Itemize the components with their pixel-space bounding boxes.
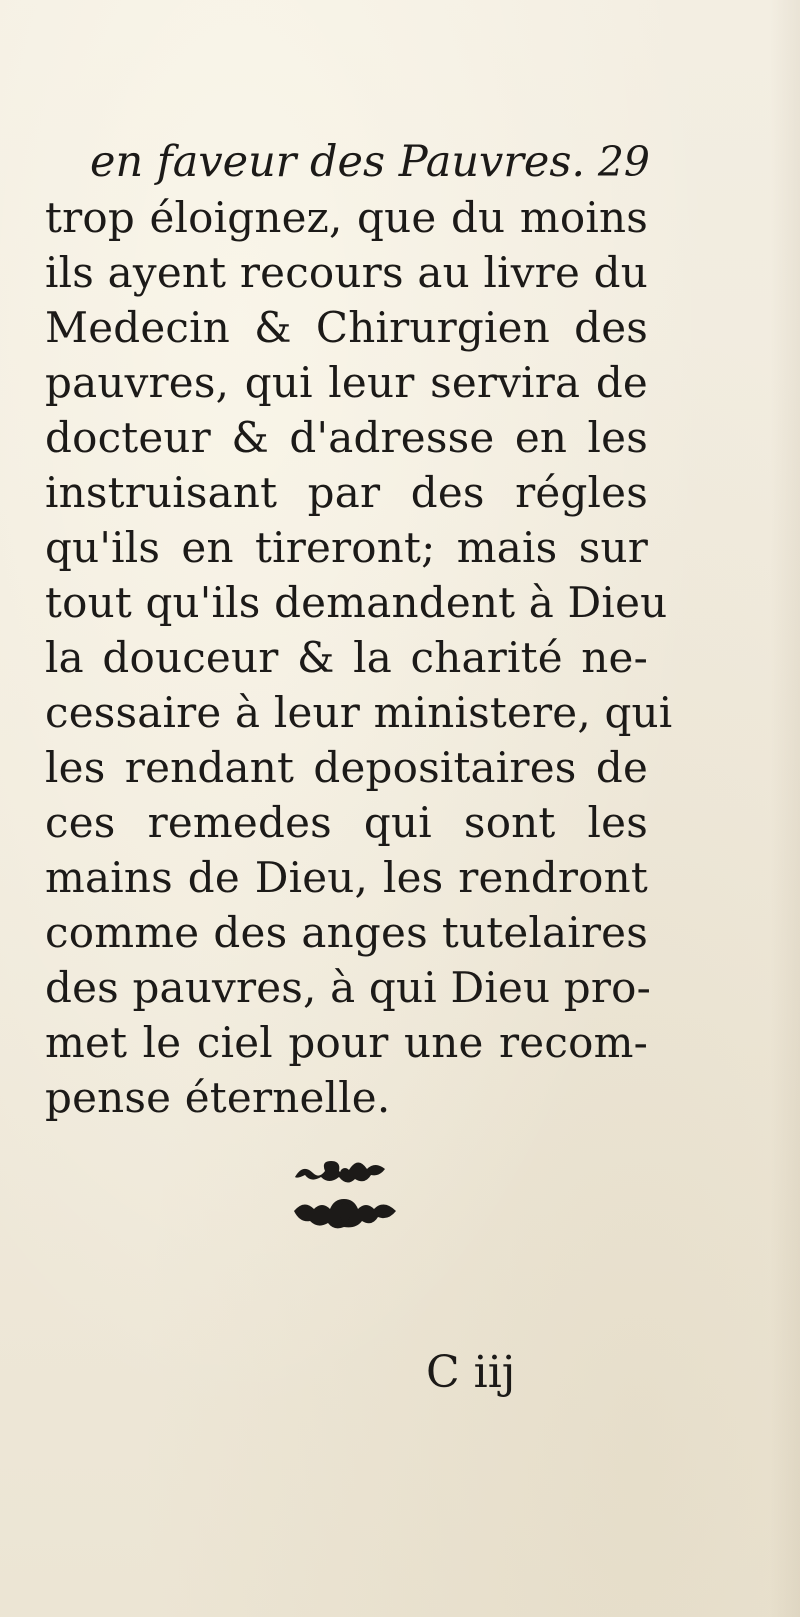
page-edge bbox=[770, 0, 800, 1617]
text-line: cessaire à leur ministere, qui bbox=[45, 688, 673, 737]
text-line: comme des anges tutelaires bbox=[45, 908, 648, 957]
body-text bbox=[45, 190, 673, 1125]
page-header bbox=[90, 132, 650, 192]
text-line: met le ciel pour une recom- bbox=[45, 1018, 648, 1067]
page-number: 29 bbox=[597, 138, 650, 186]
text-line: instruisant par des régles bbox=[45, 468, 648, 517]
text-line: trop éloignez, que du moins bbox=[45, 193, 648, 242]
text-line: pense éternelle. bbox=[45, 1073, 391, 1122]
text-line: ils ayent recours au livre du bbox=[45, 248, 648, 297]
text-line: la douceur & la charité ne- bbox=[45, 633, 648, 682]
text-line: mains de Dieu, les rendront bbox=[45, 853, 648, 902]
printers-ornament-icon bbox=[290, 1155, 400, 1235]
text-line: docteur & d'adresse en les bbox=[45, 413, 648, 462]
signature-mark: C iij bbox=[426, 1347, 516, 1398]
text-line: qu'ils en tireront; mais sur bbox=[45, 523, 648, 572]
text-line: pauvres, qui leur servira de bbox=[45, 358, 648, 407]
text-line: les rendant depositaires de bbox=[45, 743, 648, 792]
text-line: Medecin & Chirurgien des bbox=[45, 303, 648, 352]
text-line: tout qu'ils demandent à Dieu bbox=[45, 578, 668, 627]
running-head: en faveur des Pauvres. bbox=[90, 137, 586, 187]
text-line: des pauvres, à qui Dieu pro- bbox=[45, 963, 652, 1012]
text-line: ces remedes qui sont les bbox=[45, 798, 648, 847]
